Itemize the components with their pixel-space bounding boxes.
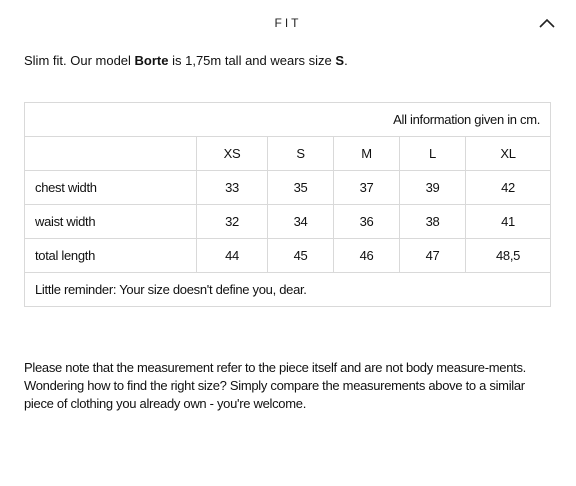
- table-cell: 33: [197, 171, 268, 205]
- units-info: All information given in cm.: [25, 103, 551, 137]
- table-cell: 37: [334, 171, 400, 205]
- size-header-m: M: [334, 137, 400, 171]
- table-cell: 44: [197, 239, 268, 273]
- size-chart-table: [24, 102, 551, 307]
- table-cell: 48,5: [466, 239, 551, 273]
- table-cell: 38: [400, 205, 466, 239]
- empty-header-cell: [25, 137, 197, 171]
- model-name: Borte: [134, 53, 169, 68]
- note-measurements: Please note that the measurement refer to the piece itself and are not body measure-ments.: [24, 360, 526, 375]
- size-header-xl: XL: [466, 137, 551, 171]
- size-header-xs: XS: [197, 137, 268, 171]
- table-cell: 46: [334, 239, 400, 273]
- table-row: [25, 239, 551, 273]
- size-header-l: L: [400, 137, 466, 171]
- intro-suffix: .: [344, 53, 348, 68]
- note-sizing-tip: Wondering how to find the right size? Simply compare the measurements above to a similar piece of clothing you already own - you're welcome.: [24, 378, 525, 411]
- size-reminder: Little reminder: Your size doesn't define you, dear.: [25, 273, 551, 307]
- row-label: chest width: [25, 171, 197, 205]
- chevron-up-icon[interactable]: [537, 16, 557, 30]
- size-header-s: S: [268, 137, 334, 171]
- table-info-row: [25, 103, 551, 137]
- table-row: [25, 171, 551, 205]
- table-cell: 36: [334, 205, 400, 239]
- table-cell: 34: [268, 205, 334, 239]
- model-size: S: [335, 53, 345, 68]
- section-title: FIT: [274, 16, 302, 30]
- table-cell: 35: [268, 171, 334, 205]
- table-row: [25, 205, 551, 239]
- measurement-note: [24, 359, 554, 413]
- row-label: waist width: [25, 205, 197, 239]
- table-cell: 39: [400, 171, 466, 205]
- table-header-row: [25, 137, 551, 171]
- table-reminder-row: [25, 273, 551, 307]
- intro-middle: is 1,75m tall and wears size: [168, 53, 336, 68]
- fit-description: [24, 53, 348, 68]
- table-cell: 41: [466, 205, 551, 239]
- fit-section-header[interactable]: [0, 0, 576, 46]
- table-cell: 42: [466, 171, 551, 205]
- row-label: total length: [25, 239, 197, 273]
- intro-prefix: Slim fit. Our model: [24, 53, 135, 68]
- table-cell: 32: [197, 205, 268, 239]
- table-cell: 45: [268, 239, 334, 273]
- table-cell: 47: [400, 239, 466, 273]
